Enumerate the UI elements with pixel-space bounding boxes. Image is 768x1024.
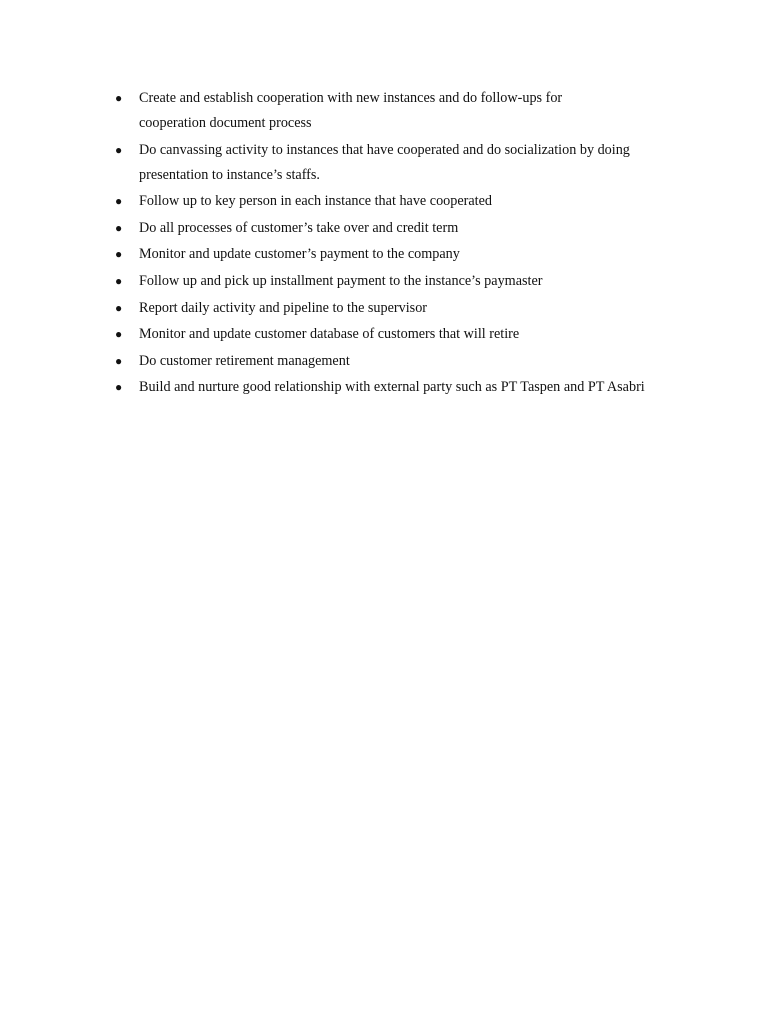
list-item-text: Monitor and update customer database of customers that will retire <box>139 326 520 343</box>
list-item-text: Monitor and update customer’s payment to the company <box>139 246 460 263</box>
list-item <box>112 296 692 321</box>
bullet-icon: ● <box>115 353 123 368</box>
list-item-text: Create and establish cooperation with new instances and do follow-ups for cooperation document process <box>139 90 563 131</box>
list-item-text: Do customer retirement management <box>139 352 350 369</box>
list-item <box>112 138 692 188</box>
responsibility-list <box>112 86 692 402</box>
bullet-icon: ● <box>115 300 123 315</box>
list-item-text: Build and nurture good relationship with external party such as PT Taspen and PT Asabri <box>139 379 645 396</box>
list-item-text: Do canvassing activity to instances that have cooperated and do socialization by doing presentation to instance’s staffs. <box>139 141 630 183</box>
list-item-text: Follow up and pick up installment payment to the instance’s paymaster <box>139 272 543 289</box>
bullet-icon: ● <box>115 273 123 288</box>
bullet-icon: ● <box>115 142 123 157</box>
list-item-text: Report daily activity and pipeline to the supervisor <box>139 299 428 316</box>
list-item <box>112 86 604 136</box>
list-item-text: Follow up to key person in each instance that have cooperated <box>139 193 492 210</box>
list-item <box>112 349 692 374</box>
list-item <box>112 189 692 214</box>
bullet-icon: ● <box>115 194 123 209</box>
list-item <box>112 269 692 294</box>
bullet-icon: ● <box>115 220 123 235</box>
list-item <box>112 216 692 241</box>
list-item <box>112 322 692 347</box>
bullet-icon: ● <box>115 327 123 342</box>
bullet-icon: ● <box>115 91 123 105</box>
bullet-icon: ● <box>115 380 123 395</box>
bullet-icon: ● <box>115 247 123 262</box>
list-item <box>112 375 679 400</box>
list-item <box>112 242 692 267</box>
list-item-text: Do all processes of customer’s take over and credit term <box>139 219 459 236</box>
